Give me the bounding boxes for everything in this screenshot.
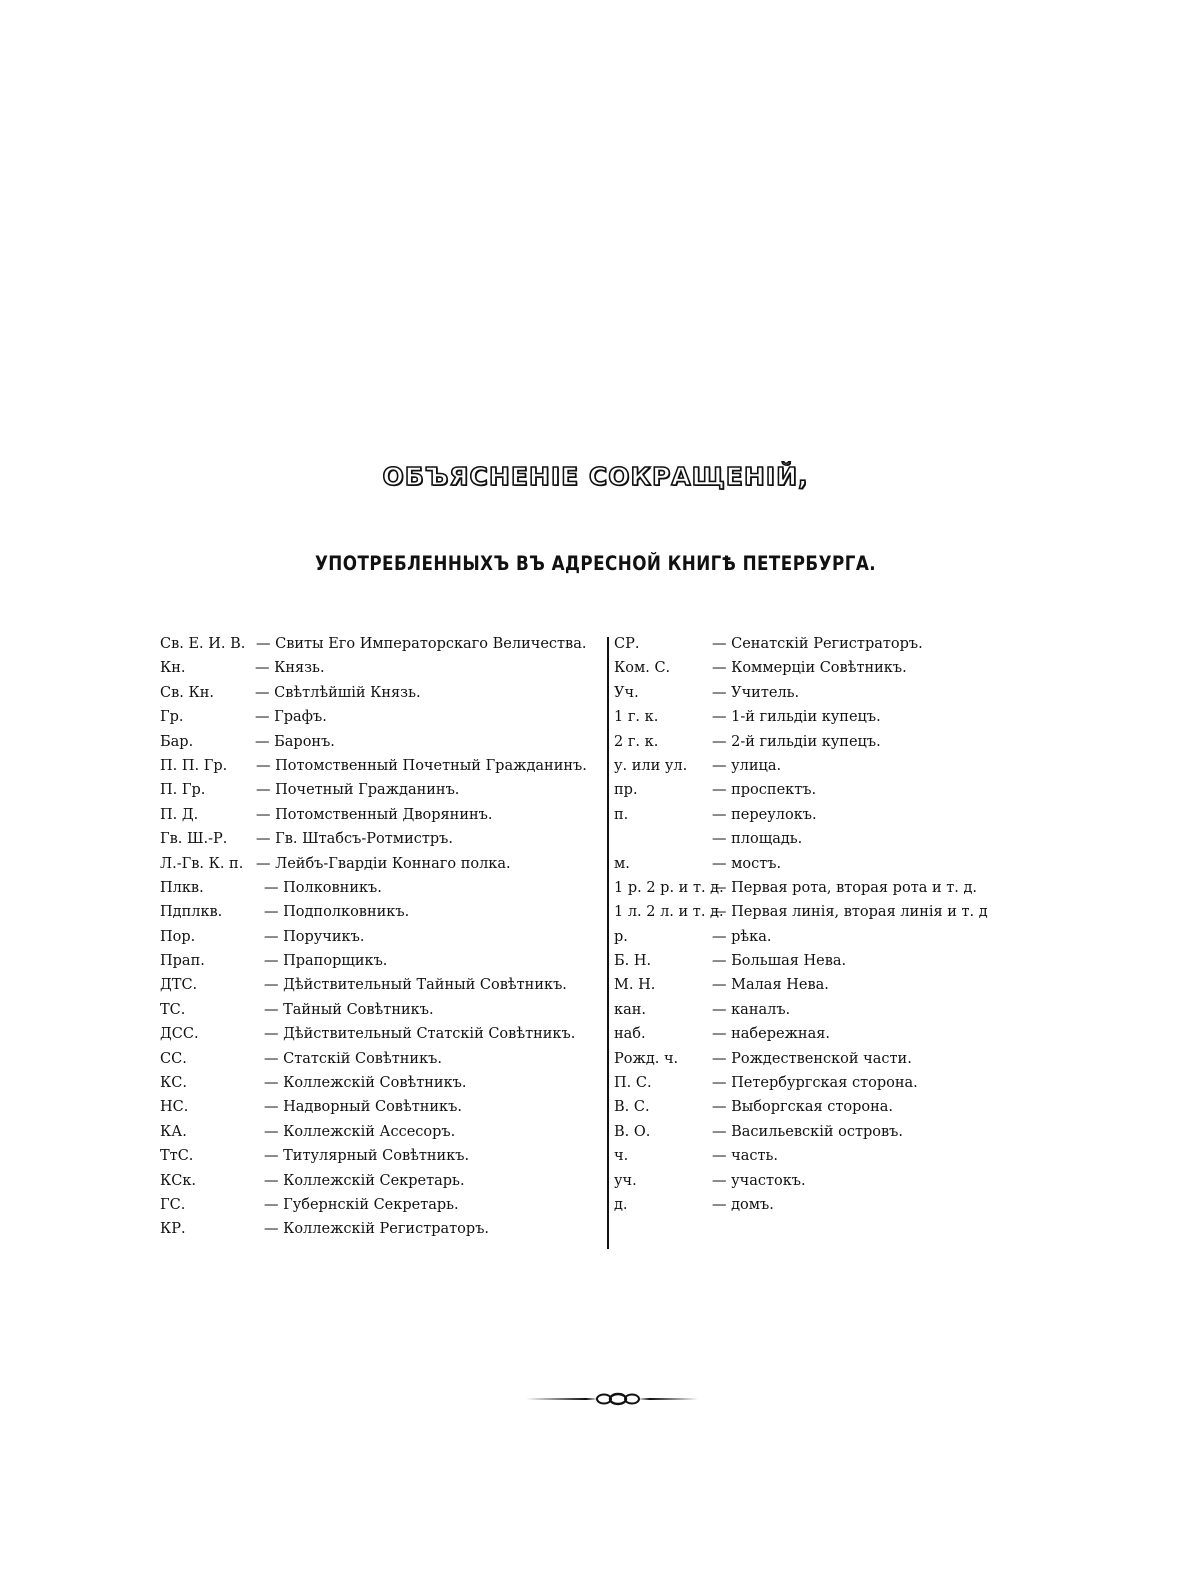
abbreviation: наб.	[614, 1026, 646, 1043]
abbreviation-meaning: — Коммерціи Совѣтникъ.	[712, 660, 907, 677]
abbreviation-meaning: — проспектъ.	[712, 782, 817, 799]
abbreviation-meaning: — Петербургская сторона.	[712, 1075, 918, 1092]
abbreviation-meaning: — мостъ.	[712, 855, 782, 872]
abbreviation-row	[160, 1022, 607, 1046]
abbreviation-meaning: — Коллежскій Ассесоръ.	[264, 1123, 456, 1140]
abbreviation-row	[160, 852, 607, 876]
abbreviation-row	[160, 998, 607, 1022]
abbreviation-row	[160, 827, 607, 851]
abbreviation-row	[160, 730, 607, 754]
abbreviation-row	[614, 949, 1044, 973]
abbreviation-meaning: — Первая линія, вторая линія и т. д	[712, 904, 988, 921]
abbreviation: Пор.	[160, 928, 196, 945]
abbreviation-meaning: — Полковникъ.	[264, 879, 382, 896]
abbreviation: В. О.	[614, 1123, 651, 1140]
abbreviation: Б. Н.	[614, 953, 652, 970]
column-divider	[607, 637, 609, 1249]
abbreviation: П. Д.	[160, 806, 199, 823]
abbreviation-row	[160, 876, 607, 900]
abbreviation: р.	[614, 928, 628, 945]
abbreviation-meaning: — Губернскій Секретарь.	[264, 1196, 459, 1213]
abbreviation-row	[160, 973, 607, 997]
abbreviation-meaning: — Прапорщикъ.	[264, 953, 388, 970]
abbreviation-row	[614, 1144, 1044, 1168]
abbreviation-row	[614, 1193, 1044, 1217]
abbreviation: Кн.	[160, 660, 186, 677]
abbreviation: В. С.	[614, 1099, 650, 1116]
abbreviation: ДСС.	[160, 1026, 199, 1043]
abbreviation: П. Гр.	[160, 782, 206, 799]
page-subtitle: УПОТРЕБЛЕННЫХЪ ВЪ АДРЕСНОЙ КНИГѢ ПЕТЕРБУРГА.	[314, 552, 877, 575]
abbreviation-row	[614, 973, 1044, 997]
abbreviation-meaning: — Дѣйствительный Статскій Совѣтникъ.	[264, 1026, 576, 1043]
abbreviation-row	[614, 1071, 1044, 1095]
abbreviation: СР.	[614, 636, 640, 652]
abbreviation: 1 р. 2 р. и т. д.	[614, 879, 724, 896]
abbreviation-meaning: — улица.	[712, 757, 782, 774]
abbreviation: Св. Кн.	[160, 684, 214, 701]
abbreviation-meaning: — Подполковникъ.	[264, 904, 410, 921]
abbreviation: КС.	[160, 1075, 187, 1092]
abbreviation: М. Н.	[614, 977, 656, 994]
abbreviation-row	[160, 656, 607, 680]
abbreviation-row	[160, 754, 607, 778]
abbreviation-meaning: — Почетный Гражданинъ.	[256, 782, 460, 799]
abbreviation: 1 л. 2 л. и т. д.	[614, 904, 724, 921]
abbreviation-row	[160, 1193, 607, 1217]
abbreviation-meaning: — Учитель.	[712, 684, 800, 701]
abbreviation-meaning: — Статскій Совѣтникъ.	[264, 1050, 442, 1067]
abbreviation-row	[614, 998, 1044, 1022]
abbreviation-meaning: — домъ.	[712, 1196, 774, 1213]
page-title: ОБЪЯСНЕНІЕ СОКРАЩЕНІЙ,	[382, 462, 809, 491]
abbreviation-meaning: — Сенатскій Регистраторъ.	[712, 636, 923, 652]
abbreviation-meaning: — Потомственный Почетный Гражданинъ.	[256, 757, 587, 774]
abbreviation-row	[160, 1120, 607, 1144]
abbreviation: ГС.	[160, 1196, 186, 1213]
abbreviation-meaning: — рѣка.	[712, 928, 772, 945]
abbreviation-meaning: — Коллежскій Совѣтникъ.	[264, 1075, 467, 1092]
abbreviation-meaning: — Выборгская сторона.	[712, 1099, 894, 1116]
abbreviation: кан.	[614, 1001, 646, 1018]
abbreviation: П. С.	[614, 1075, 652, 1092]
abbreviation-meaning: — Первая рота, вторая рота и т. д.	[712, 879, 978, 896]
abbreviation: ТтС.	[160, 1148, 194, 1165]
abbreviation-row	[160, 778, 607, 802]
abbreviation-meaning: — Свиты Его Императорскаго Величества.	[256, 636, 587, 652]
abbreviation-meaning: — Свѣтлѣйшій Князь.	[255, 684, 421, 701]
abbreviation-row	[614, 656, 1044, 680]
abbreviations-right-column	[614, 632, 1044, 1217]
abbreviation-meaning: — каналъ.	[712, 1001, 791, 1018]
abbreviation-row	[160, 681, 607, 705]
abbreviation: Ком. С.	[614, 660, 671, 677]
abbreviation: 2 г. к.	[614, 733, 659, 750]
abbreviation-meaning: — Малая Нева.	[712, 977, 829, 994]
abbreviations-left-column	[160, 632, 607, 1242]
abbreviation-row	[614, 900, 1044, 924]
abbreviation-row	[614, 705, 1044, 729]
abbreviation-meaning: — 2-й гильдіи купецъ.	[712, 733, 881, 750]
abbreviation: 1 г. к.	[614, 709, 659, 726]
abbreviation: Св. Е. И. В.	[160, 636, 246, 652]
abbreviation-row	[614, 876, 1044, 900]
abbreviation-meaning: — участокъ.	[712, 1172, 806, 1189]
abbreviation-meaning: — Надворный Совѣтникъ.	[264, 1099, 462, 1116]
abbreviation-meaning: — Потомственный Дворянинъ.	[256, 806, 493, 823]
abbreviation-row	[160, 632, 607, 656]
abbreviation: КА.	[160, 1123, 187, 1140]
abbreviation-meaning: — Рождественской части.	[712, 1050, 912, 1067]
abbreviation-row	[614, 778, 1044, 802]
abbreviation: д.	[614, 1196, 628, 1213]
abbreviation: ТС.	[160, 1001, 186, 1018]
abbreviation-meaning: — Поручикъ.	[264, 928, 365, 945]
abbreviation-row	[160, 1071, 607, 1095]
abbreviation-meaning: — часть.	[712, 1148, 778, 1165]
abbreviation-row	[160, 1169, 607, 1193]
abbreviation-row	[614, 632, 1044, 656]
abbreviation-meaning: — Большая Нева.	[712, 953, 847, 970]
abbreviation-meaning: — площадь.	[712, 831, 803, 848]
abbreviation-row	[614, 681, 1044, 705]
abbreviation: Уч.	[614, 684, 639, 701]
abbreviation: Л.-Гв. К. п.	[160, 855, 244, 872]
abbreviation: ДТС.	[160, 977, 198, 994]
abbreviation: П. П. Гр.	[160, 757, 228, 774]
abbreviation: Рожд. ч.	[614, 1050, 679, 1067]
abbreviation-row	[614, 754, 1044, 778]
abbreviation: КР.	[160, 1221, 186, 1238]
abbreviation: КСк.	[160, 1172, 196, 1189]
abbreviation: НС.	[160, 1099, 189, 1116]
abbreviation-meaning: — Князь.	[255, 660, 325, 677]
abbreviation: Плкв.	[160, 879, 204, 896]
abbreviation: п.	[614, 806, 629, 823]
abbreviation-meaning: — Графъ.	[255, 709, 327, 726]
abbreviation-meaning: — Дѣйствительный Тайный Совѣтникъ.	[264, 977, 567, 994]
abbreviation-meaning: — переулокъ.	[712, 806, 817, 823]
abbreviation-row	[160, 949, 607, 973]
abbreviation-row	[614, 925, 1044, 949]
abbreviation-row	[160, 1217, 607, 1241]
abbreviation: Гв. Ш.-Р.	[160, 831, 228, 848]
abbreviation-row	[614, 1022, 1044, 1046]
abbreviation-row	[160, 925, 607, 949]
abbreviation: Пдплкв.	[160, 904, 223, 921]
abbreviation-meaning: — Баронъ.	[255, 733, 335, 750]
ornament-divider-icon	[526, 1390, 698, 1408]
abbreviation: уч.	[614, 1172, 637, 1189]
abbreviation-row	[614, 730, 1044, 754]
abbreviation: у. или ул.	[614, 757, 688, 774]
abbreviation-row	[614, 1120, 1044, 1144]
abbreviation-meaning: — Коллежскій Регистраторъ.	[264, 1221, 490, 1238]
abbreviation-meaning: — Васильевскій островъ.	[712, 1123, 904, 1140]
abbreviation-row	[614, 1095, 1044, 1119]
abbreviation-row	[160, 1095, 607, 1119]
abbreviation-meaning: — набережная.	[712, 1026, 830, 1043]
abbreviation: ч.	[614, 1148, 629, 1165]
abbreviation: Прап.	[160, 953, 205, 970]
abbreviation-row	[614, 1047, 1044, 1071]
abbreviation-meaning: — Титулярный Совѣтникъ.	[264, 1148, 470, 1165]
abbreviation: пр.	[614, 782, 638, 799]
abbreviation-meaning: — Гв. Штабсъ-Ротмистръ.	[256, 831, 453, 848]
abbreviation-meaning: — Тайный Совѣтникъ.	[264, 1001, 434, 1018]
abbreviation-meaning: — Лейбъ-Гвардіи Коннаго полка.	[256, 855, 511, 872]
abbreviation-row	[614, 803, 1044, 827]
abbreviation-meaning: — 1-й гильдіи купецъ.	[712, 709, 881, 726]
abbreviation: СС.	[160, 1050, 187, 1067]
abbreviation: м.	[614, 855, 630, 872]
abbreviation-row	[614, 852, 1044, 876]
abbreviation-row	[160, 1144, 607, 1168]
abbreviation-row	[160, 803, 607, 827]
abbreviation-row	[160, 900, 607, 924]
abbreviation: Бар.	[160, 733, 194, 750]
abbreviation-row	[160, 1047, 607, 1071]
abbreviation-row	[614, 1169, 1044, 1193]
abbreviation-row	[614, 827, 1044, 851]
abbreviation-meaning: — Коллежскій Секретарь.	[264, 1172, 465, 1189]
abbreviation-row	[160, 705, 607, 729]
abbreviation: Гр.	[160, 709, 184, 726]
